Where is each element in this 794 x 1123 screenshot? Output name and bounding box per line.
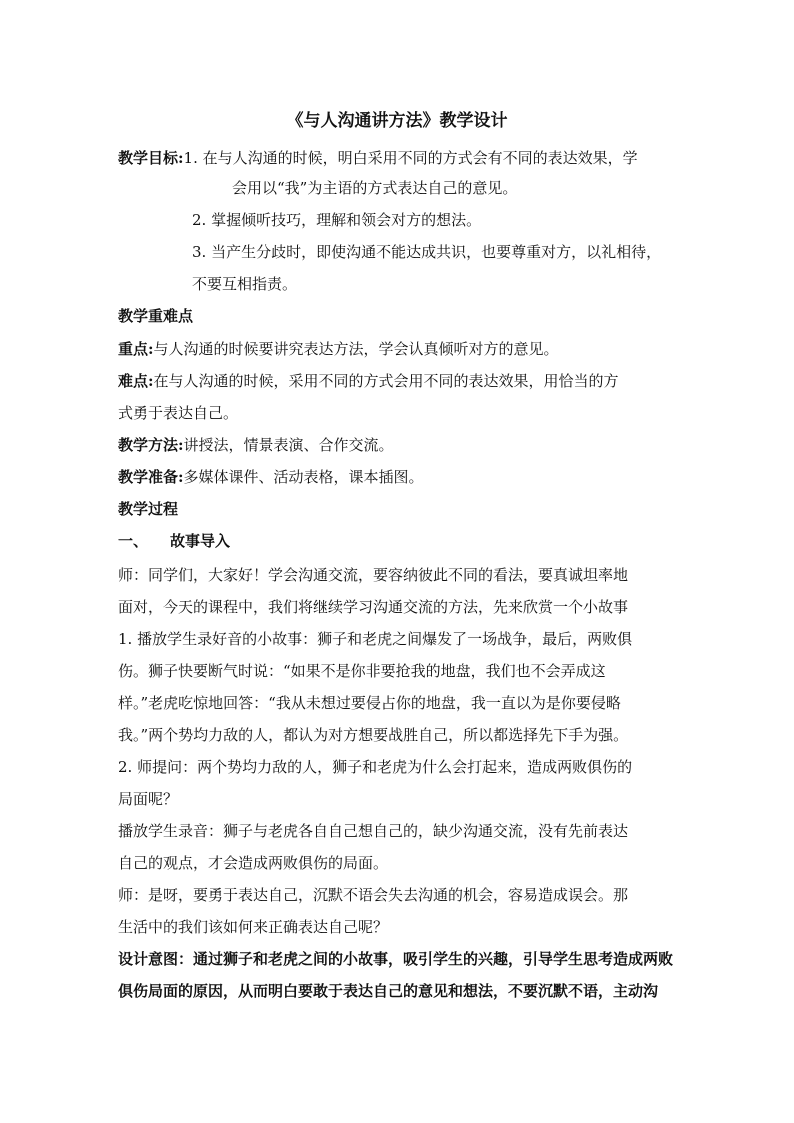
paragraph-2-line-3: 样。”老虎吃惊地回答：“我从未想过要侵占你的地盘，我一直以为是你要侵略 xyxy=(118,694,621,712)
objective-1-continued: 会用以“我”为主语的方式表达自己的意见。 xyxy=(232,179,518,197)
prep-line xyxy=(118,467,424,487)
section-1-heading xyxy=(118,531,230,551)
design-intent-line-2: 俱伤局面的原因，从而明白要敢于表达自己的意见和想法，不要沉默不语，主动沟 xyxy=(118,982,659,1000)
objective-1-text: 1. 在与人沟通的时候，明白采用不同的方式会有不同的表达效果，学 xyxy=(183,149,638,167)
paragraph-1-line-1: 师：同学们，大家好！学会沟通交流，要容纳彼此不同的看法，要真诚坦率地 xyxy=(118,566,629,584)
key-point-line xyxy=(118,339,559,359)
section-1-title: 故事导入 xyxy=(170,532,231,550)
paragraph-5-line-2: 生活中的我们该如何来正确表达自己呢？ xyxy=(118,918,389,936)
section-1-number: 一、 xyxy=(118,532,149,550)
difficult-point-text: 在与人沟通的时候，采用不同的方式会用不同的表达效果，用恰当的方 xyxy=(153,372,619,390)
objective-2: 2. 掌握倾听技巧，理解和领会对方的想法。 xyxy=(192,211,482,229)
paragraph-3-line-1: 2. 师提问：两个势均力敌的人，狮子和老虎为什么会打起来，造成两败俱伤的 xyxy=(118,758,633,776)
prep-label: 教学准备: xyxy=(118,468,184,486)
design-intent-line-1: 设计意图：通过狮子和老虎之间的小故事，吸引学生的兴趣，引导学生思考造成两败 xyxy=(118,950,674,968)
methods-line xyxy=(118,435,394,455)
key-difficult-heading: 教学重难点 xyxy=(118,307,194,325)
objective-3: 3. 当产生分歧时，即使沟通不能达成共识，也要尊重对方，以礼相待， xyxy=(192,243,662,261)
difficult-point-line xyxy=(118,371,619,391)
paragraph-2-line-1: 1. 播放学生录好音的小故事：狮子和老虎之间爆发了一场战争，最后，两败俱 xyxy=(118,630,633,648)
paragraph-4-line-1: 播放学生录音：狮子与老虎各自自己想自己的，缺少沟通交流，没有先前表达 xyxy=(118,822,629,840)
methods-label: 教学方法: xyxy=(118,436,184,454)
objectives-line-1 xyxy=(118,148,638,168)
difficult-point-label: 难点: xyxy=(118,372,154,390)
paragraph-2-line-2: 伤。狮子快要断气时说：“如果不是你非要抢我的地盘，我们也不会弄成这 xyxy=(118,662,606,680)
paragraph-4-line-2: 自己的观点，才会造成两败俱伤的局面。 xyxy=(118,854,389,872)
objective-3-continued: 不要互相指责。 xyxy=(192,275,298,293)
paragraph-3-line-2: 局面呢？ xyxy=(118,790,179,808)
paragraph-2-line-4: 我。”两个势均力敌的人，都认为对方想要战胜自己，所以都选择先下手为强。 xyxy=(118,726,629,744)
prep-text: 多媒体课件、活动表格，课本插图。 xyxy=(183,468,424,486)
objectives-label: 教学目标: xyxy=(118,149,184,167)
difficult-point-continued: 式勇于表达自己。 xyxy=(118,404,239,422)
document-title: 《与人沟通讲方法》教学设计 xyxy=(286,111,508,131)
paragraph-1-line-2: 面对，今天的课程中，我们将继续学习沟通交流的方法，先来欣赏一个小故事 xyxy=(118,598,629,616)
methods-text: 讲授法，情景表演、合作交流。 xyxy=(183,436,394,454)
process-heading: 教学过程 xyxy=(118,500,179,518)
paragraph-5-line-1: 师：是呀，要勇于表达自己，沉默不语会失去沟通的机会，容易造成误会。那 xyxy=(118,886,629,904)
key-point-label: 重点: xyxy=(118,340,154,358)
key-point-text: 与人沟通的时候要讲究表达方法，学会认真倾听对方的意见。 xyxy=(153,340,559,358)
